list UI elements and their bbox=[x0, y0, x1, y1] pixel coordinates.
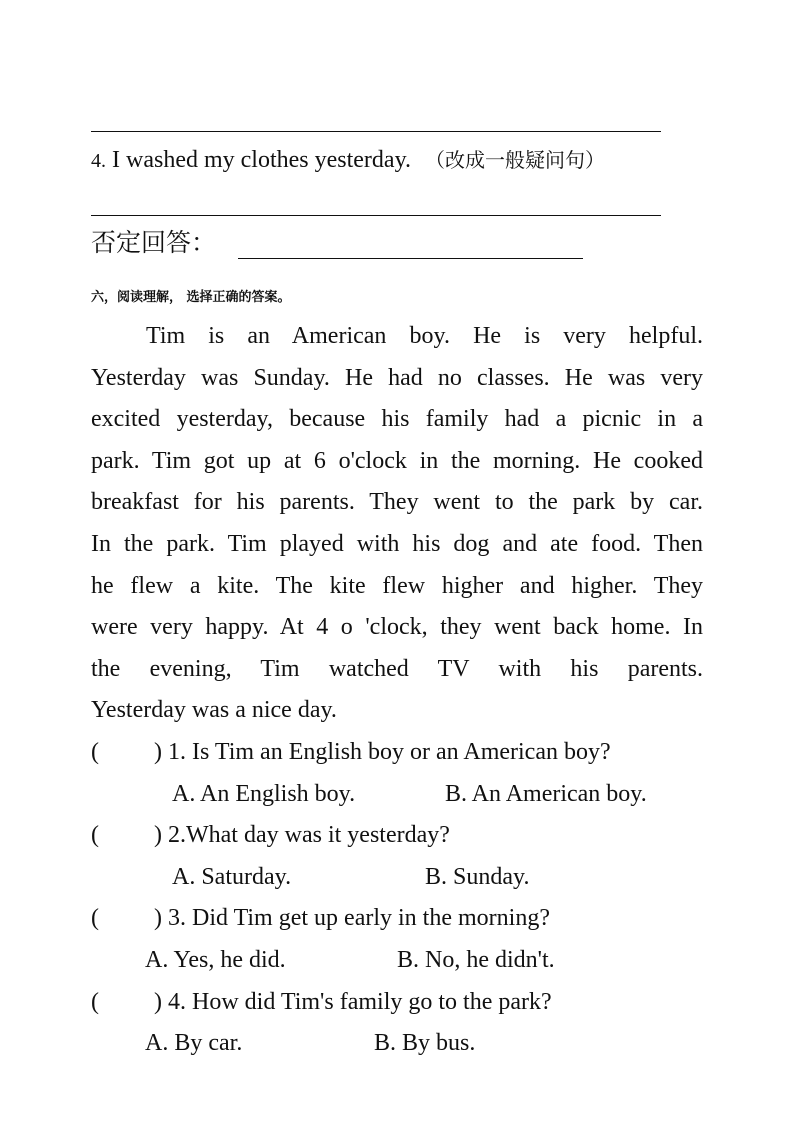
question-text: 3. Did Tim get up early in the morning? bbox=[168, 905, 550, 931]
answer-paren-open: ( bbox=[91, 822, 99, 848]
question-text: 1. Is Tim an English boy or an American boy? bbox=[168, 739, 611, 765]
passage-line: excited yesterday, because his family had a picnic in a bbox=[91, 406, 703, 432]
option-b: B. By bus. bbox=[374, 1030, 476, 1056]
answer-blank[interactable] bbox=[104, 823, 152, 847]
answer-paren-open: ( bbox=[91, 989, 99, 1015]
passage-line: were very happy. At 4 o 'clock, they went back home. In bbox=[91, 614, 703, 640]
answer-paren-open: ( bbox=[91, 739, 99, 765]
passage-line: the evening, Tim watched TV with his parents. bbox=[91, 656, 703, 682]
passage-line: breakfast for his parents. They went to the park by car. bbox=[91, 489, 703, 515]
item-instruction: （改成一般疑问句） bbox=[425, 148, 606, 172]
option-b: B. No, he didn't. bbox=[397, 947, 555, 973]
item-sentence: I washed my clothes yesterday. bbox=[112, 147, 412, 173]
passage-line: he flew a kite. The kite flew higher and higher. They bbox=[91, 573, 703, 599]
passage-line: In the park. Tim played with his dog and ate food. Then bbox=[91, 531, 703, 557]
passage-line: Yesterday was a nice day. bbox=[91, 697, 337, 723]
answer-blank[interactable] bbox=[104, 740, 152, 764]
answer-paren-close: ) bbox=[154, 739, 162, 765]
passage-line: park. Tim got up at 6 o'clock in the morning. He cooked bbox=[91, 448, 703, 474]
option-a: A. By car. bbox=[145, 1030, 243, 1056]
answer-paren-close: ) bbox=[154, 905, 162, 931]
answer-paren-close: ) bbox=[154, 989, 162, 1015]
passage-line: Tim is an American boy. He is very helpful. bbox=[146, 323, 703, 349]
option-b: B. An American boy. bbox=[445, 781, 647, 807]
question-text: 4. How did Tim's family go to the park? bbox=[168, 989, 552, 1015]
answer-paren-close: ) bbox=[154, 822, 162, 848]
option-a: A. An English boy. bbox=[172, 781, 356, 807]
answer-paren-open: ( bbox=[91, 905, 99, 931]
answer-blank[interactable] bbox=[104, 990, 152, 1014]
option-b: B. Sunday. bbox=[425, 864, 530, 890]
negative-answer-label: 否定回答： bbox=[91, 228, 217, 257]
question-text: 2.What day was it yesterday? bbox=[168, 822, 450, 848]
option-a: A. Saturday. bbox=[172, 864, 292, 890]
section-heading: 六，阅读理解， 选择正确的答案。 bbox=[91, 290, 291, 305]
answer-blank[interactable] bbox=[104, 906, 152, 930]
option-a: A. Yes, he did. bbox=[145, 947, 286, 973]
answer-blank-line-top bbox=[91, 131, 661, 132]
passage-line: Yesterday was Sunday. He had no classes. He was very bbox=[91, 365, 703, 391]
answer-blank-line bbox=[91, 215, 661, 216]
negative-answer-blank bbox=[238, 258, 583, 259]
item-number: 4. bbox=[91, 150, 106, 172]
transform-item-4 bbox=[91, 148, 605, 172]
